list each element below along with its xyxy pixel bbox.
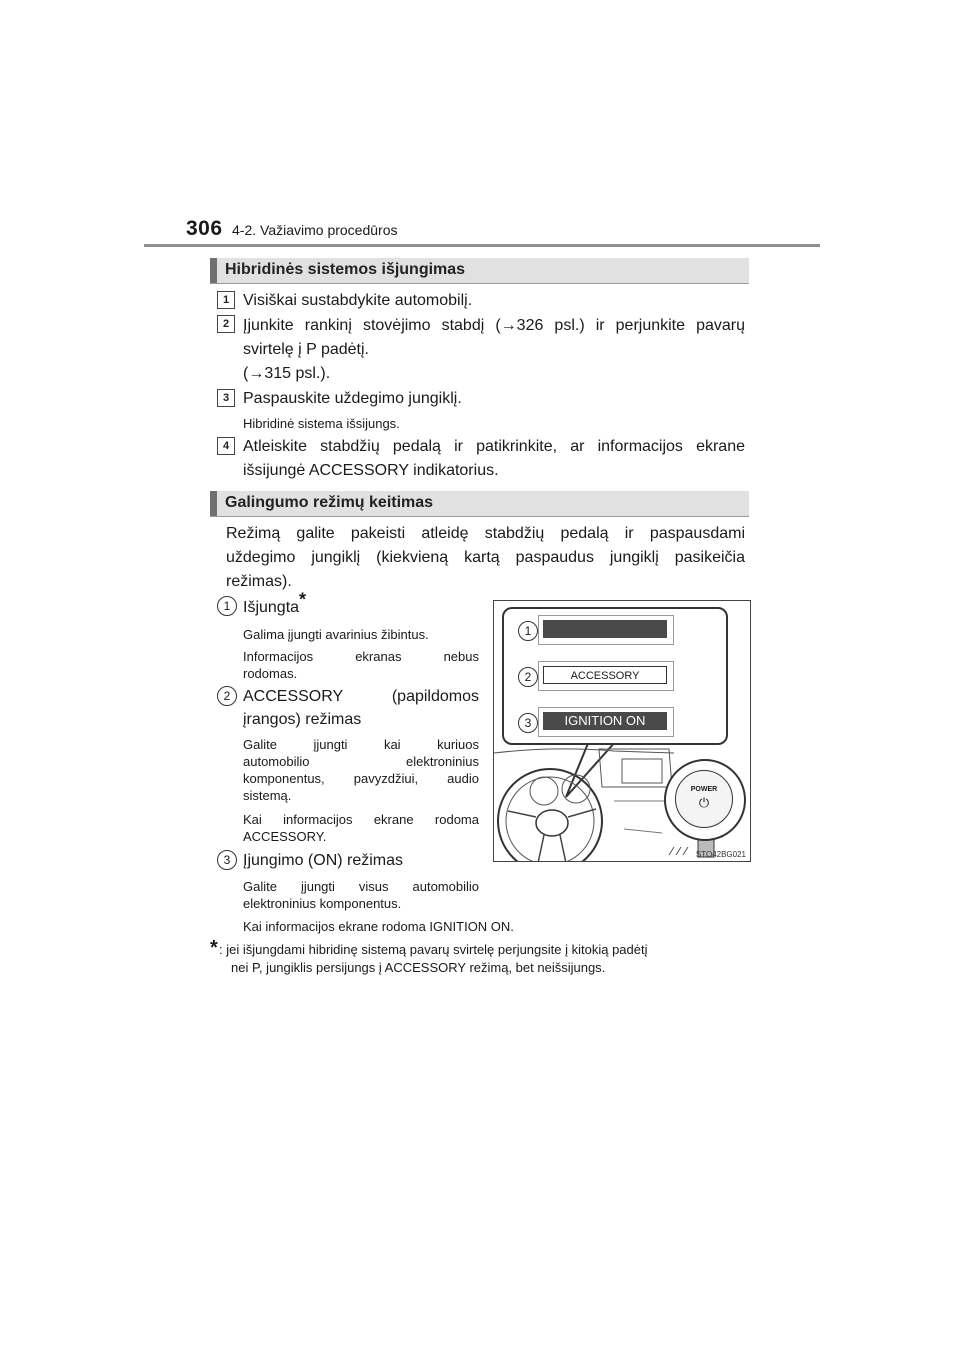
figure-code: STO42BG021	[695, 850, 746, 859]
step-2-text-line-1: Įjunkite rankinį stovėjimo stabdį (→326 psl.) ir perjunkite pavarų	[243, 317, 745, 334]
figure-number-1: 1	[518, 621, 538, 641]
mode-2-note-2-line-1: Kai informacijos ekrane rodoma	[243, 812, 479, 827]
figure-number-3: 3	[518, 713, 538, 733]
footnote-line-1: : jei išjungdami hibridinę sistemą pavarų svirtelę perjungsite į kitokią padėtį	[219, 942, 648, 957]
page-number: 306	[186, 217, 223, 240]
mode-2-note-1-line-4: sistemą.	[243, 788, 292, 803]
mode-2-note-1-line-1: Galite įjungti kai kuriuos	[243, 737, 479, 752]
mode-1-title: Išjungta*	[243, 589, 307, 616]
mode-1-note-2-line-1: Informacijos ekranas nebus	[243, 649, 479, 664]
intro-line-1: Režimą galite pakeisti atleidę stabdžių pedalą ir paspausdami	[226, 525, 745, 542]
mode-2-title-line-2: įrangos) režimas	[243, 711, 362, 728]
mode-3-note-1-line-2: elektroninius komponentus.	[243, 896, 402, 911]
mode-2-title-line-1: ACCESSORY (papildomos	[243, 688, 479, 705]
hatch-marks	[669, 847, 688, 855]
footnote-star: *	[210, 937, 218, 959]
mode-number-3: 3	[217, 850, 237, 870]
power-icon: ⏻	[698, 795, 710, 810]
figure-number-2: 2	[518, 667, 538, 687]
mode-number-1: 1	[217, 596, 237, 616]
mode-1-note-2-line-2: rodomas.	[243, 666, 298, 681]
footnote-line-2: nei P, jungiklis persijungs į ACCESSORY režimą, bet neišsijungs.	[231, 960, 606, 975]
section-title: Hibridinės sistemos išjungimas	[225, 261, 466, 278]
step-number-4: 4	[217, 437, 235, 455]
intro-line-3: režimas).	[226, 573, 292, 590]
mode-3-note-1-line-1: Galite įjungti visus automobilio	[243, 879, 479, 894]
section-accent	[210, 491, 217, 516]
step-1-text: Visiškai sustabdykite automobilį.	[243, 292, 473, 309]
step-4-text-line-1: Atleiskite stabdžių pedalą ir patikrinkite, ar informacijos ekrane	[243, 438, 745, 455]
power-button	[664, 759, 746, 841]
step-4-text-line-2: išsijungė ACCESSORY indikatorius.	[243, 462, 499, 479]
display-panel-ignition	[538, 707, 674, 737]
step-number-1: 1	[217, 291, 235, 309]
footnote-marker: *	[299, 589, 307, 610]
dashboard-screen	[622, 759, 662, 783]
power-mode-illustration	[493, 600, 751, 862]
step-2-text-line-3: (→315 psl.).	[243, 365, 331, 382]
step-number-2: 2	[217, 315, 235, 333]
mode-3-title: Įjungimo (ON) režimas	[243, 852, 404, 869]
ignition-on-label: IGNITION ON	[564, 713, 646, 728]
chapter-title: 4-2. Važiavimo procedūros	[232, 222, 398, 238]
step-2-text-line-2: svirtelę į P padėtį.	[243, 341, 369, 358]
section-header-shutdown	[210, 258, 749, 284]
console-lines	[614, 801, 664, 833]
step-3-note: Hibridinė sistema išsijungs.	[243, 416, 400, 431]
mode-2-note-1-line-2: automobilio elektroninius	[243, 754, 479, 769]
mode-number-2: 2	[217, 686, 237, 706]
gauge	[530, 777, 558, 805]
step-number-3: 3	[217, 389, 235, 407]
mode-1-note-1: Galima įjungti avarinius žibintus.	[243, 627, 429, 642]
step-3-text: Paspauskite uždegimo jungiklį.	[243, 390, 462, 407]
mode-2-note-1-line-3: komponentus, pavyzdžiui, audio	[243, 771, 479, 786]
display-panel-off	[538, 615, 674, 645]
section-title: Galingumo režimų keitimas	[225, 494, 434, 511]
dashboard-outline	[599, 749, 672, 787]
mode-2-note-2-line-2: ACCESSORY.	[243, 829, 327, 844]
mode-3-note-2: Kai informacijos ekrane rodoma IGNITION ON.	[243, 919, 514, 934]
display-off-bar	[543, 620, 667, 638]
power-label: POWER	[690, 786, 718, 793]
section-accent	[210, 258, 217, 283]
section-header-power-modes	[210, 491, 749, 517]
intro-line-2: uždegimo jungiklį (kiekvieną kartą paspaudus jungiklį pasikeičia	[226, 549, 745, 566]
display-panel-accessory	[538, 661, 674, 691]
accessory-label: ACCESSORY	[570, 670, 640, 682]
header-divider	[144, 244, 820, 247]
power-button-face	[675, 770, 733, 828]
steering-hub	[536, 810, 568, 836]
